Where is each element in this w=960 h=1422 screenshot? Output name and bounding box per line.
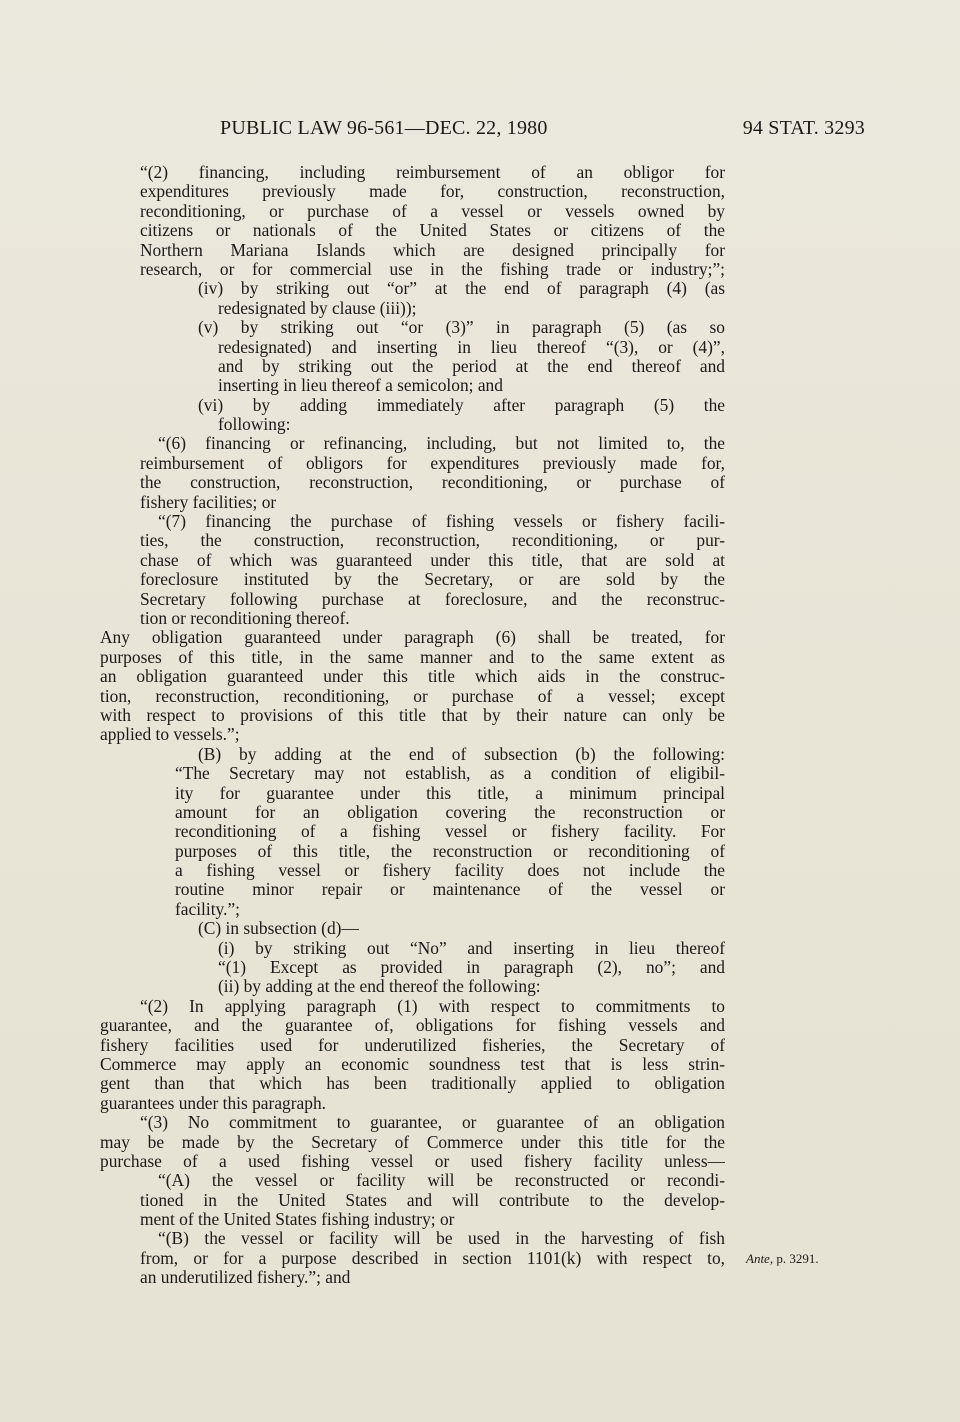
margin-note [746, 1251, 819, 1267]
text-line: purposes of this title, in the same manner and to the same extent as [100, 647, 725, 667]
text-line: purposes of this title, the reconstruction or reconditioning of [175, 841, 725, 861]
text-line: citizens or nationals of the United States or citizens of the [140, 221, 725, 241]
text-line: from, or for a purpose described in section 1101(k) with respect to, [140, 1248, 725, 1268]
text-line: expenditures previously made for, construction, reconstruction, [140, 182, 725, 202]
text-line: (i) by striking out “No” and inserting in lieu thereof [218, 938, 725, 958]
text-line: “(3) No commitment to guarantee, or guarantee of an obligation [140, 1113, 725, 1133]
text-line: the construction, reconstruction, reconditioning, or purchase of [140, 473, 725, 493]
text-line: fishery facilities used for underutilized fisheries, the Secretary of [100, 1035, 725, 1055]
text-line: ment of the United States fishing industry; or [140, 1209, 455, 1230]
text-line: applied to vessels.”; [100, 724, 240, 745]
text-line: “(6) financing or refinancing, including, but not limited to, the [158, 434, 725, 454]
text-line: guarantees under this paragraph. [100, 1092, 326, 1113]
text-line: with respect to provisions of this title that by their nature can only be [100, 705, 725, 725]
text-line: ity for guarantee under this title, a minimum principal [175, 783, 725, 803]
text-line: chase of which was guaranteed under this title, that are sold at [140, 550, 725, 570]
text-line: an obligation guaranteed under this title which aids in the construc- [100, 667, 725, 687]
text-line: and by striking out the period at the end thereof and [218, 356, 725, 376]
text-line: purchase of a used fishing vessel or used fishery facility unless— [100, 1151, 725, 1171]
text-line: (iv) by striking out “or” at the end of paragraph (4) (as [198, 279, 725, 299]
text-line: Any obligation guaranteed under paragraph (6) shall be treated, for [100, 628, 725, 648]
text-line: inserting in lieu thereof a semicolon; and [218, 375, 503, 396]
text-line: “(B) the vessel or facility will be used in the harvesting of fish [158, 1229, 725, 1249]
text-line: “(2) In applying paragraph (1) with respect to commitments to [140, 996, 725, 1016]
text-line: Secretary following purchase at foreclosure, and the reconstruc- [140, 589, 725, 609]
text-line: reconditioning of a fishing vessel or fishery facility. For [175, 822, 725, 842]
text-line: redesignated) and inserting in lieu thereof “(3), or (4)”, [218, 337, 725, 357]
text-line: tion or reconditioning thereof. [140, 607, 350, 628]
margin-note-page: p. 3291. [776, 1251, 819, 1266]
law-citation: PUBLIC LAW 96-561—DEC. 22, 1980 [220, 117, 548, 139]
text-line: (v) by striking out “or (3)” in paragraph (5) (as so [198, 318, 725, 338]
statute-page-number: 94 STAT. 3293 [742, 117, 865, 139]
text-line: (ii) by adding at the end thereof the following: [218, 976, 541, 997]
text-line: research, or for commercial use in the fishing trade or industry;”; [140, 259, 725, 279]
text-line: “(1) Except as provided in paragraph (2), no”; and [218, 958, 725, 978]
text-line: tioned in the United States and will contribute to the develop- [140, 1190, 725, 1210]
statute-text [100, 163, 730, 1288]
text-line: routine minor repair or maintenance of the vessel or [175, 880, 725, 900]
text-line: Commerce may apply an economic soundness test that is less strin- [100, 1054, 725, 1074]
text-line: “The Secretary may not establish, as a condition of eligibil- [175, 764, 725, 784]
text-line: redesignated by clause (iii)); [218, 297, 417, 318]
text-line: “(A) the vessel or facility will be reconstructed or recondi- [158, 1171, 725, 1191]
text-line: (B) by adding at the end of subsection (b) the following: [198, 744, 725, 764]
text-line: (vi) by adding immediately after paragraph (5) the [198, 395, 725, 415]
text-line: tion, reconstruction, reconditioning, or purchase of a vessel; except [100, 686, 725, 706]
text-line: gent than that which has been traditionally applied to obligation [100, 1074, 725, 1094]
text-line: may be made by the Secretary of Commerce under this title for the [100, 1132, 725, 1152]
text-line: reimbursement of obligors for expenditures previously made for, [140, 453, 725, 473]
text-line: “(7) financing the purchase of fishing vessels or fishery facili- [158, 512, 725, 532]
text-line: a fishing vessel or fishery facility does not include the [175, 861, 725, 881]
text-line: following: [218, 414, 291, 435]
text-line: reconditioning, or purchase of a vessel or vessels owned by [140, 201, 725, 221]
text-line: ties, the construction, reconstruction, reconditioning, or pur- [140, 531, 725, 551]
page-header [220, 117, 865, 143]
text-line: fishery facilities; or [140, 491, 277, 512]
text-line: guarantee, and the guarantee of, obligations for fishing vessels and [100, 1016, 725, 1036]
text-line: (C) in subsection (d)— [198, 918, 359, 939]
margin-note-ref: Ante, [746, 1251, 774, 1266]
text-line: foreclosure instituted by the Secretary, or are sold by the [140, 570, 725, 590]
text-line: an underutilized fishery.”; and [140, 1267, 351, 1288]
text-line: amount for an obligation covering the reconstruction or [175, 802, 725, 822]
text-line: “(2) financing, including reimbursement of an obligor for [140, 163, 725, 182]
text-line: facility.”; [175, 898, 241, 919]
text-line: Northern Mariana Islands which are designed principally for [140, 240, 725, 260]
